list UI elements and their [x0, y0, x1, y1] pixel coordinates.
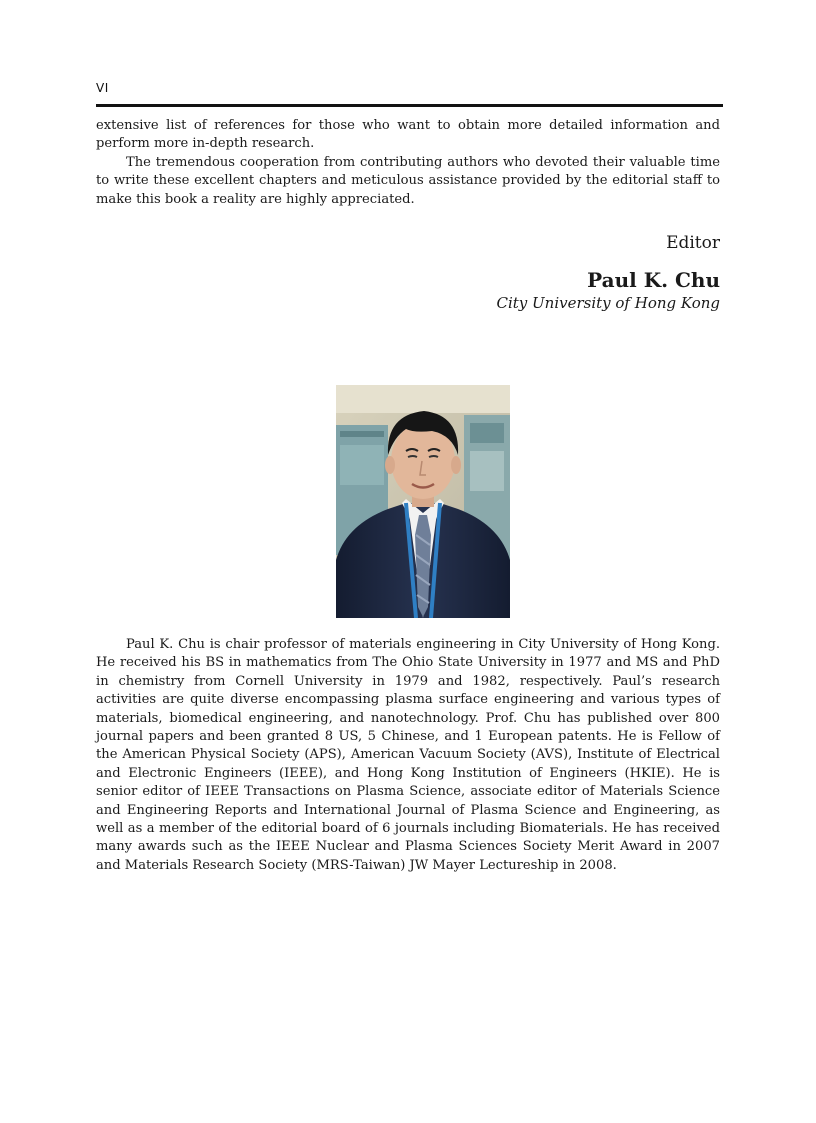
header-rule	[96, 104, 723, 107]
intro-paragraph-continued: extensive list of references for those who want to obtain more detailed information and perform more in-depth research.	[96, 118, 720, 152]
editor-label: Editor	[666, 233, 720, 253]
editor-affiliation: City University of Hong Kong	[496, 294, 720, 312]
page-number: VI	[96, 81, 109, 95]
intro-paragraph-acknowledgement: The tremendous cooperation from contributing authors who devoted their valuable time to write these excellent chapters and meticulous assistance provided by the editorial staff to make this book a reality are highly appreciated.	[96, 154, 720, 207]
biography-paragraph: Paul K. Chu is chair professor of materials engineering in City University of Hong Kong. He received his BS in mathematics from The Ohio State University in 1977 and MS and PhD in chemistry from Cornell University in 1979 and 1982, respectively. Paul’s research activities are quite diverse encompassing plasma surface engineering and various types of materials, biomedical engineering, and nanotechnology. Prof. Chu has published over 800 journal papers and been granted 8 US, 5 Chinese, and 1 European patents. He is Fellow of the American Physical Society (APS), American Vacuum Society (AVS), Institute of Electrical and Electronic Engineers (IEEE), and Hong Kong Institution of Engineers (HKIE). He is senior editor of IEEE Transactions on Plasma Science, associate editor of Materials Science and Engineering Reports and International Journal of Plasma Science and Engineering, as well as a member of the editorial board of 6 journals including Biomaterials. He has received many awards such as the IEEE Nuclear and Plasma Sciences Society Merit Award in 2007 and Materials Research Society (MRS-Taiwan) JW Mayer Lectureship in 2008.	[96, 637, 720, 873]
editor-signature	[496, 231, 720, 313]
editor-name: Paul K. Chu	[587, 268, 720, 292]
editor-biography	[96, 636, 720, 875]
preface-closing-text	[96, 117, 720, 209]
portrait-photo	[336, 385, 510, 618]
